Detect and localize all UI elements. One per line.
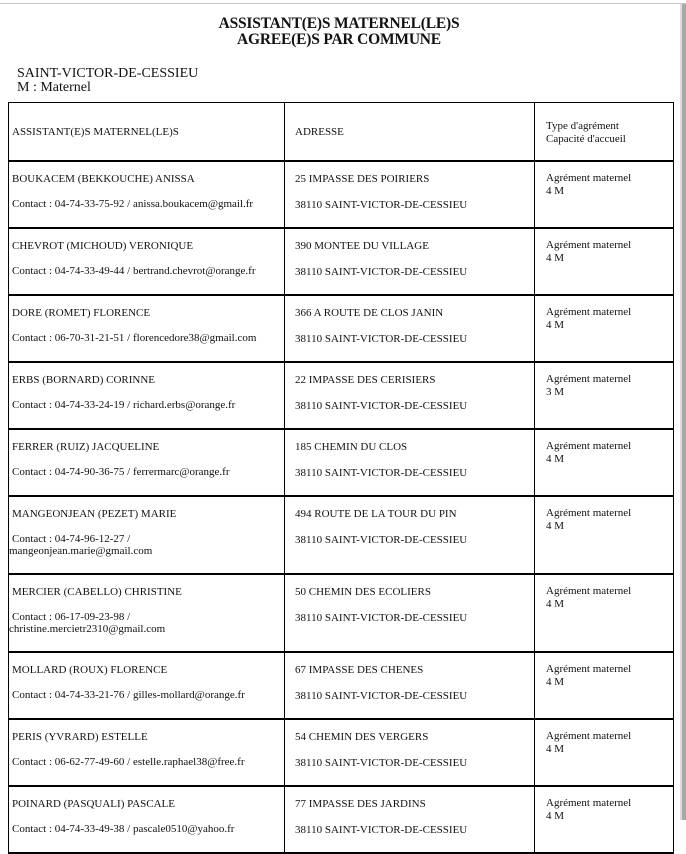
document-title [0, 16, 678, 48]
cell-address [285, 429, 535, 496]
assistant-name: CHEVROT (MICHOUD) VERONIQUE [12, 240, 194, 252]
agreement-type: Agrément maternel [546, 239, 632, 251]
table-row [9, 652, 674, 719]
address-street: 494 ROUTE DE LA TOUR DU PIN [295, 508, 457, 520]
header-capacity-label: Capacité d'accueil [546, 132, 626, 145]
assistant-contact [12, 689, 284, 701]
cell-address [285, 574, 535, 652]
contact-text: Contact : 04-74-33-49-38 / pascale0510@yahoo.fr [12, 823, 235, 835]
agreement-type: Agrément maternel [546, 797, 632, 809]
cell-assistant [9, 161, 285, 228]
address-street: 366 A ROUTE DE CLOS JANIN [295, 307, 444, 319]
table-row [9, 429, 674, 496]
assistant-contact [9, 533, 284, 557]
capacity: 4 M [546, 810, 565, 822]
address-street: 185 CHEMIN DU CLOS [295, 441, 408, 453]
assistant-name: FERRER (RUIZ) JACQUELINE [12, 441, 160, 453]
capacity: 4 M [546, 252, 565, 264]
agreement-type: Agrément maternel [546, 730, 632, 742]
cell-assistant [9, 574, 285, 652]
agreement-type: Agrément maternel [546, 172, 632, 184]
capacity: 3 M [546, 386, 565, 398]
capacity: 4 M [546, 520, 565, 532]
agreement-type: Agrément maternel [546, 306, 632, 318]
address-street: 54 CHEMIN DES VERGERS [295, 731, 429, 743]
assistant-contact [12, 265, 284, 277]
address-street: 25 IMPASSE DES POIRIERS [295, 173, 430, 185]
address-street: 77 IMPASSE DES JARDINS [295, 798, 426, 810]
assistant-name: BOUKACEM (BEKKOUCHE) ANISSA [12, 173, 195, 185]
assistant-contact [12, 466, 284, 478]
cell-assistant [9, 429, 285, 496]
cell-assistant [9, 652, 285, 719]
cell-address [285, 362, 535, 429]
contact-text: Contact : 06-17-09-23-98 / [12, 611, 131, 623]
legend-text: M : Maternel [17, 80, 91, 95]
address-city: 38110 SAINT-VICTOR-DE-CESSIEU [295, 534, 468, 546]
cell-type [535, 652, 674, 719]
cell-type [535, 161, 674, 228]
cell-type [535, 429, 674, 496]
table-row [9, 228, 674, 295]
title-line-1: ASSISTANT(E)S MATERNEL(LE)S [218, 15, 460, 32]
cell-assistant [9, 228, 285, 295]
address-city: 38110 SAINT-VICTOR-DE-CESSIEU [295, 824, 468, 836]
address-city: 38110 SAINT-VICTOR-DE-CESSIEU [295, 757, 468, 769]
contact-text: Contact : 04-74-33-75-92 / anissa.boukacem@gmail.fr [12, 198, 254, 210]
cell-address [285, 161, 535, 228]
agreement-type: Agrément maternel [546, 440, 632, 452]
cell-type [535, 295, 674, 362]
contact-text: Contact : 06-70-31-21-51 / florencedore38@gmail.com [12, 332, 257, 344]
assistant-name: ERBS (BORNARD) CORINNE [12, 374, 156, 386]
assistant-name: MERCIER (CABELLO) CHRISTINE [12, 586, 182, 598]
cell-type [535, 228, 674, 295]
address-street: 390 MONTEE DU VILLAGE [295, 240, 429, 252]
table-row [9, 161, 674, 228]
contact-text: Contact : 04-74-33-24-19 / richard.erbs@orange.fr [12, 399, 236, 411]
contact-text: Contact : 04-74-96-12-27 / [12, 533, 131, 545]
table-row [9, 362, 674, 429]
assistant-name: PERIS (YVRARD) ESTELLE [12, 731, 148, 743]
table-row [9, 295, 674, 362]
capacity: 4 M [546, 743, 565, 755]
cell-assistant [9, 496, 285, 574]
table-header-row [9, 103, 674, 162]
address-street: 22 IMPASSE DES CERISIERS [295, 374, 436, 386]
cell-assistant [9, 362, 285, 429]
cell-address [285, 719, 535, 786]
table-row [9, 496, 674, 574]
capacity: 4 M [546, 676, 565, 688]
capacity: 4 M [546, 598, 565, 610]
cell-type [535, 719, 674, 786]
address-city: 38110 SAINT-VICTOR-DE-CESSIEU [295, 690, 468, 702]
cell-address [285, 228, 535, 295]
assistant-name: MOLLARD (ROUX) FLORENCE [12, 664, 168, 676]
agreement-type: Agrément maternel [546, 373, 632, 385]
contact-email: mangeonjean.marie@gmail.com [9, 545, 153, 557]
cell-address [285, 496, 535, 574]
assistant-name: MANGEONJEAN (PEZET) MARIE [12, 508, 177, 520]
assistant-contact [9, 611, 284, 635]
capacity: 4 M [546, 185, 565, 197]
table-row [9, 719, 674, 786]
title-line-2: AGREE(E)S PAR COMMUNE [237, 31, 441, 48]
header-type [535, 103, 674, 162]
assistant-contact [12, 823, 284, 835]
header-type-label: Type d'agrément [546, 119, 619, 132]
address-street: 67 IMPASSE DES CHENES [295, 664, 424, 676]
address-city: 38110 SAINT-VICTOR-DE-CESSIEU [295, 400, 468, 412]
address-city: 38110 SAINT-VICTOR-DE-CESSIEU [295, 266, 468, 278]
assistant-name: DORE (ROMET) FLORENCE [12, 307, 151, 319]
contact-text: Contact : 06-62-77-49-60 / estelle.raphael38@free.fr [12, 756, 245, 768]
commune-name: SAINT-VICTOR-DE-CESSIEU [17, 66, 199, 81]
address-city: 38110 SAINT-VICTOR-DE-CESSIEU [295, 467, 468, 479]
assistant-contact [12, 332, 284, 344]
address-street: 50 CHEMIN DES ECOLIERS [295, 586, 431, 598]
agreement-type: Agrément maternel [546, 507, 632, 519]
assistant-contact [12, 756, 284, 768]
cell-address [285, 295, 535, 362]
assistant-contact [12, 198, 284, 210]
contact-text: Contact : 04-74-90-36-75 / ferrermarc@orange.fr [12, 466, 230, 478]
assistant-contact [12, 399, 284, 411]
cell-type [535, 496, 674, 574]
page-shadow [682, 4, 686, 820]
table-row [9, 574, 674, 652]
cell-assistant [9, 719, 285, 786]
assistant-name: POINARD (PASQUALI) PASCALE [12, 798, 175, 810]
cell-type [535, 574, 674, 652]
cell-address [285, 652, 535, 719]
agreement-type: Agrément maternel [546, 585, 632, 597]
address-city: 38110 SAINT-VICTOR-DE-CESSIEU [295, 612, 468, 624]
contact-text: Contact : 04-74-33-49-44 / bertrand.chevrot@orange.fr [12, 265, 256, 277]
contact-email: christine.mercietr2310@gmail.com [9, 623, 166, 635]
agreement-type: Agrément maternel [546, 663, 632, 675]
capacity: 4 M [546, 453, 565, 465]
cell-assistant [9, 295, 285, 362]
header-address: ADRESSE [285, 103, 535, 162]
capacity: 4 M [546, 319, 565, 331]
cell-type [535, 362, 674, 429]
address-city: 38110 SAINT-VICTOR-DE-CESSIEU [295, 199, 468, 211]
address-city: 38110 SAINT-VICTOR-DE-CESSIEU [295, 333, 468, 345]
assistants-table [8, 102, 674, 854]
viewer-top-border [0, 3, 686, 4]
header-name: ASSISTANT(E)S MATERNEL(LE)S [9, 103, 285, 162]
contact-text: Contact : 04-74-33-21-76 / gilles-mollard@orange.fr [12, 689, 245, 701]
